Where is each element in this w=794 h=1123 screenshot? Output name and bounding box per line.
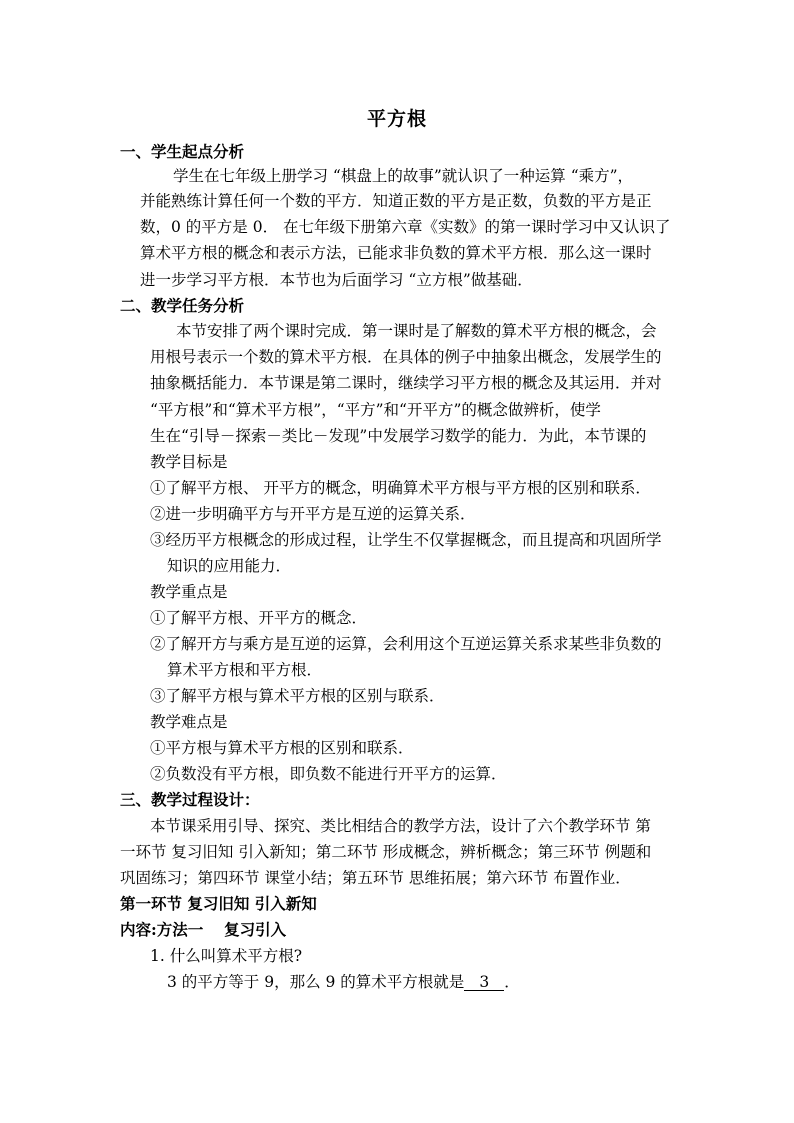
- section-heading-3: 三、教学过程设计：: [120, 790, 260, 809]
- paragraph-line: 本节安排了两个课时完成．第一课时是了解数的算术平方根的概念，会: [176, 322, 657, 340]
- statement-end: ．: [504, 973, 520, 991]
- subheading-difficulties: 教学难点是: [150, 713, 228, 731]
- paragraph-line: “平方根”和“算术平方根”，“平方”和“开平方”的概念做辨析，使学: [150, 401, 601, 419]
- list-item-continuation: 知识的应用能力．: [167, 557, 292, 575]
- subheading-key-points: 教学重点是: [150, 583, 228, 601]
- paragraph-line: 巩固练习；第四环节 课堂小结；第五环节 思维拓展；第六环节 布置作业．: [120, 869, 631, 887]
- list-item: ②了解开方与乘方是互逆的运算，会利用这个互逆运算关系求某些非负数的: [150, 635, 662, 653]
- answer-blank: 3: [464, 974, 504, 991]
- statement-text: 3 的平方等于 9，那么 9 的算术平方根就是: [167, 973, 465, 991]
- page-title: 平方根: [366, 108, 427, 130]
- section-heading-1: 一、学生起点分析: [120, 142, 245, 161]
- paragraph-line: 并能熟练计算任何一个数的平方．知道正数的平方是正数，负数的平方是正: [140, 192, 652, 210]
- list-item: ②进一步明确平方与开平方是互逆的运算关系．: [150, 505, 476, 523]
- section-heading-2: 二、教学任务分析: [120, 296, 245, 315]
- question-1-statement: [167, 972, 520, 992]
- paragraph-line: 学生在七年级上册学习 “棋盘上的故事”就认识了一种运算 “乘方”，: [173, 167, 634, 185]
- paragraph-line: 抽象概括能力．本节课是第二课时，继续学习平方根的概念及其运用．并对: [150, 374, 662, 392]
- question-1: 1. 什么叫算术平方根?: [150, 947, 303, 965]
- list-item: ③了解平方根与算术平方根的区别与联系．: [150, 687, 445, 705]
- list-item: ①平方根与算术平方根的区别和联系．: [150, 739, 414, 757]
- step-heading: 第一环节 复习旧知 引入新知: [120, 894, 317, 913]
- content-label: 内容:方法一 复习引入: [120, 920, 287, 939]
- list-item: ①了解平方根、 开平方的概念，明确算术平方根与平方根的区别和联系．: [150, 479, 651, 497]
- paragraph-line: 本节课采用引导、探究、类比相结合的教学方法，设计了六个教学环节 第: [150, 817, 651, 835]
- paragraph-line: 教学目标是: [150, 453, 228, 471]
- paragraph-line: 进一步学习平方根．本节也为后面学习 “立方根”做基础．: [140, 271, 533, 289]
- list-item: ③经历平方根概念的形成过程，让学生不仅掌握概念，而且提高和巩固所学: [150, 531, 662, 549]
- list-item-continuation: 算术平方根和平方根．: [167, 661, 323, 679]
- list-item: ①了解平方根、开平方的概念．: [150, 609, 368, 627]
- paragraph-line: 生在“引导－探索－类比－发现”中发展学习数学的能力．为此，本节课的: [150, 427, 647, 445]
- paragraph-line: 用根号表示一个数的算术平方根．在具体的例子中抽象出概念，发展学生的: [150, 348, 662, 366]
- paragraph-line: 算术平方根的概念和表示方法，已能求非负数的算术平方根．那么这一课时: [140, 244, 652, 262]
- paragraph-line: 数，0 的平方是 0． 在七年级下册第六章《实数》的第一课时学习中又认识了: [140, 218, 671, 236]
- paragraph-line: 一环节 复习旧知 引入新知；第二环节 形成概念，辨析概念；第三环节 例题和: [120, 843, 652, 861]
- list-item: ②负数没有平方根，即负数不能进行开平方的运算．: [150, 765, 507, 783]
